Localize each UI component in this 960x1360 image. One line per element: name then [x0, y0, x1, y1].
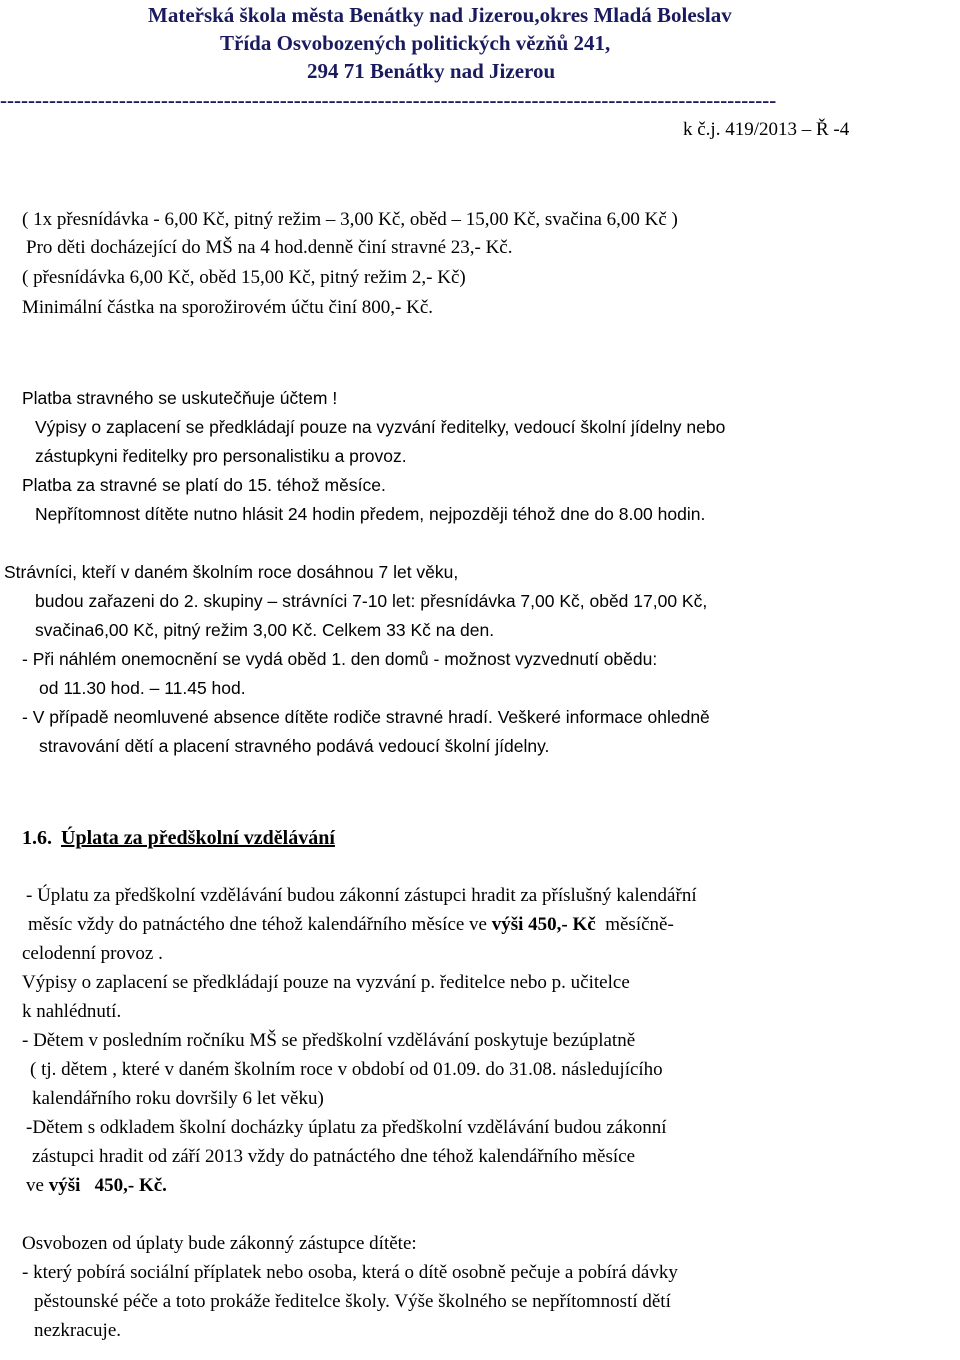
payment-line: Nepřítomnost dítěte nutno hlásit 24 hodin předem, nejpozději téhož dne do 8.00 hodin. — [35, 504, 706, 524]
tuition-amount: výši 450,- Kč — [491, 914, 596, 935]
tuition-line: Výpisy o zaplacení se předkládají pouze na vyzvání p. ředitelce nebo p. učitelce — [22, 972, 630, 993]
exemption-line: - který pobírá sociální příplatek nebo osoba, která o dítě osobně pečuje a pobírá dávky — [22, 1262, 678, 1283]
tuition-line: -Dětem s odkladem školní docházky úplatu za předškolní vzdělávání budou zákonní — [26, 1117, 667, 1138]
minimum-balance: Minimální částka na sporožirovém účtu činí 800,- Kč. — [22, 297, 434, 318]
diners-line: - V případě neomluvené absence dítěte rodiče stravné hradí. Veškeré informace ohledně — [22, 707, 710, 727]
fees-line: ( přesnídávka 6,00 Kč, oběd 15,00 Kč, pitný režim 2,- Kč) — [22, 267, 466, 288]
tuition-line: zástupci hradit od září 2013 vždy do patnáctého dne téhož kalendářního měsíce — [32, 1146, 636, 1167]
fees-line: Pro děti docházející do MŠ na 4 hod.denně činí stravné 23,- Kč. — [26, 237, 513, 258]
tuition-line: ( tj. dětem , které v daném školním roce v období od 01.09. do 31.08. následujícího — [30, 1059, 663, 1080]
tuition-line: k nahlédnutí. — [22, 1001, 122, 1022]
school-name: Mateřská škola města Benátky nad Jizerou,okres Mladá Boleslav — [148, 3, 732, 27]
school-street: Třída Osvobozených politických vězňů 241, — [220, 31, 611, 55]
tuition-line: kalendářního roku dovršily 6 let věku) — [32, 1088, 324, 1109]
diners-line: - Při náhlém onemocnění se vydá oběd 1. den domů - možnost vyzvednutí obědu: — [22, 649, 658, 669]
tuition-amount: výši 450,- Kč. — [48, 1175, 167, 1196]
tuition-line: - Dětem v posledním ročníku MŠ se předškolní vzdělávání poskytuje bezúplatně — [22, 1030, 636, 1051]
tuition-text: měsíc vždy do patnáctého dne téhož kalendářního měsíce ve — [28, 914, 492, 935]
payment-line: Platba stravného se uskutečňuje účtem ! — [22, 388, 338, 408]
header-separator: --------------------------------------------------------------------------------------------------------------- — [0, 90, 777, 110]
school-city: 294 71 Benátky nad Jizerou — [307, 59, 556, 83]
section-title: Úplata za předškolní vzdělávání — [61, 827, 335, 849]
payment-line: Platba za stravné se platí do 15. téhož měsíce. — [22, 475, 386, 495]
exemption-line: nezkracuje. — [34, 1320, 122, 1341]
diners-line: Strávníci, kteří v daném školním roce dosáhnou 7 let věku, — [4, 562, 459, 582]
reference-number: k č.j. 419/2013 – Ř -4 — [683, 119, 850, 140]
tuition-text: měsíčně- — [595, 914, 674, 935]
exemption-line: pěstounské péče a toto prokáže ředitelce školy. Výše školného se nepřítomností dětí — [34, 1291, 671, 1312]
exemption-line: Osvobozen od úplaty bude zákonný zástupce dítěte: — [22, 1233, 417, 1254]
payment-line: zástupkyni ředitelky pro personalistiku a provoz. — [35, 446, 407, 466]
diners-line: budou zařazeni do 2. skupiny – strávníci 7-10 let: přesnídávka 7,00 Kč, oběd 17,00 Kč, — [35, 591, 708, 611]
payment-line: Výpisy o zaplacení se předkládají pouze na vyzvání ředitelky, vedoucí školní jídelny nebo — [35, 417, 726, 437]
tuition-text: ve — [26, 1175, 49, 1196]
section-number: 1.6. — [22, 827, 52, 849]
tuition-line — [28, 913, 674, 937]
diners-line: svačina6,00 Kč, pitný režim 3,00 Kč. Celkem 33 Kč na den. — [35, 620, 495, 640]
section-heading — [22, 826, 335, 850]
diners-line: stravování dětí a placení stravného podává vedoucí školní jídelny. — [39, 736, 550, 756]
fees-line: ( 1x přesnídávka - 6,00 Kč, pitný režim – 3,00 Kč, oběd – 15,00 Kč, svačina 6,00 Kč ) — [22, 209, 678, 230]
tuition-line: celodenní provoz . — [22, 943, 163, 964]
diners-line: od 11.30 hod. – 11.45 hod. — [39, 678, 246, 698]
tuition-line: - Úplatu za předškolní vzdělávání budou zákonní zástupci hradit za příslušný kalendářní — [26, 885, 697, 906]
tuition-line — [26, 1174, 167, 1198]
